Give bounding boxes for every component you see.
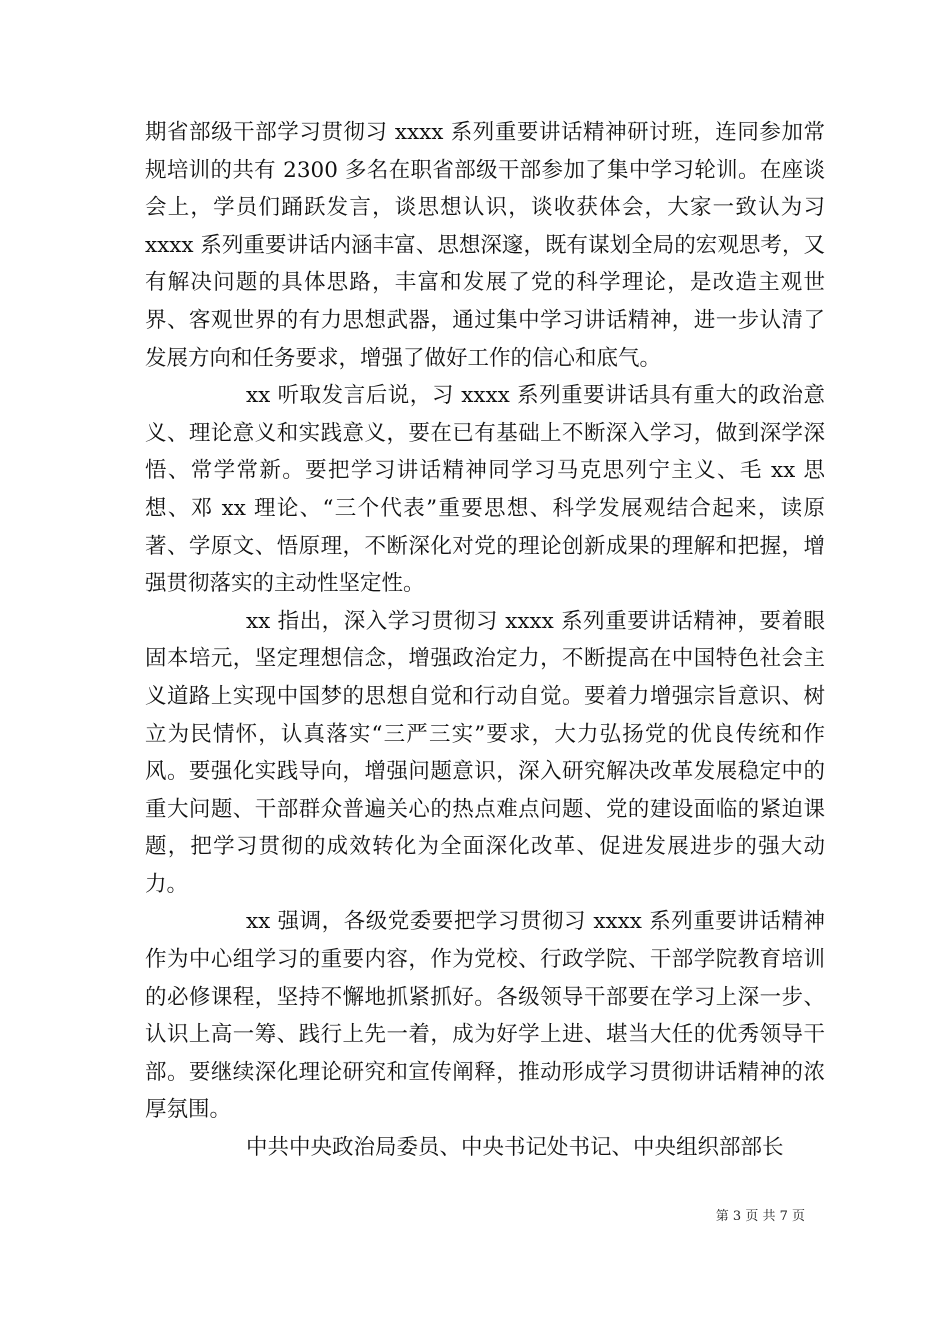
paragraph-1: 期省部级干部学习贯彻习 xxxx 系列重要讲话精神研讨班，连同参加常规培训的共有 2300 多名在职省部级干部参加了集中学习轮训。在座谈会上，学员们踊跃发言，谈思想认识，谈收获体会，大家一致认为习 xxxx 系列重要讲话内涵丰富、思想深邃，既有谋划全局的宏观思考，又有解决问题的具体思路，丰富和发展了党的科学理论，是改造主观世界、客观世界的有力思想武器，通过集中学习讲话精神，进一步认清了发展方向和任务要求，增强了做好工作的信心和底气。 (145, 120, 825, 371)
paragraph-3: xx 指出，深入学习贯彻习 xxxx 系列重要讲话精神，要着眼固本培元，坚定理想信念，增强政治定力，不断提高在中国特色社会主义道路上实现中国梦的思想自觉和行动自觉。要着力增强宗旨意识、树立为民情怀，认真落实“三严三实”要求，大力弘扬党的优良传统和作风。要强化实践导向，增强问题意识，深入研究解决改革发展稳定中的重大问题、干部群众普遍关心的热点难点问题、党的建设面临的紧迫课题，把学习贯彻的成效转化为全面深化改革、促进发展进步的强大动力。 (145, 608, 825, 897)
page-number-footer: 第 3 页 共 7 页 (715, 1209, 805, 1224)
paragraph-5: 中共中央政治局委员、中央书记处书记、中央组织部部长 (246, 1135, 784, 1161)
paragraph-4: xx 强调，各级党委要把学习贯彻习 xxxx 系列重要讲话精神作为中心组学习的重要内容，作为党校、行政学院、干部学院教育培训的必修课程，坚持不懈地抓紧抓好。各级领导干部要在学习上深一步、认识上高一筹、践行上先一着，成为好学上进、堪当大任的优秀领导干部。要继续深化理论研究和宣传阐释，推动形成学习贯彻讲话精神的浓厚氛围。 (145, 909, 825, 1123)
document-body (145, 114, 825, 1167)
paragraph-2: xx 听取发言后说，习 xxxx 系列重要讲话具有重大的政治意义、理论意义和实践意义，要在已有基础上不断深入学习，做到深学深悟、常学常新。要把学习讲话精神同学习马克思列宁主义、毛 xx 思想、邓 xx 理论、“三个代表”重要思想、科学发展观结合起来，读原著、学原文、悟原理，不断深化对党的理论创新成果的理解和把握，增强贯彻落实的主动性坚定性。 (145, 383, 825, 597)
